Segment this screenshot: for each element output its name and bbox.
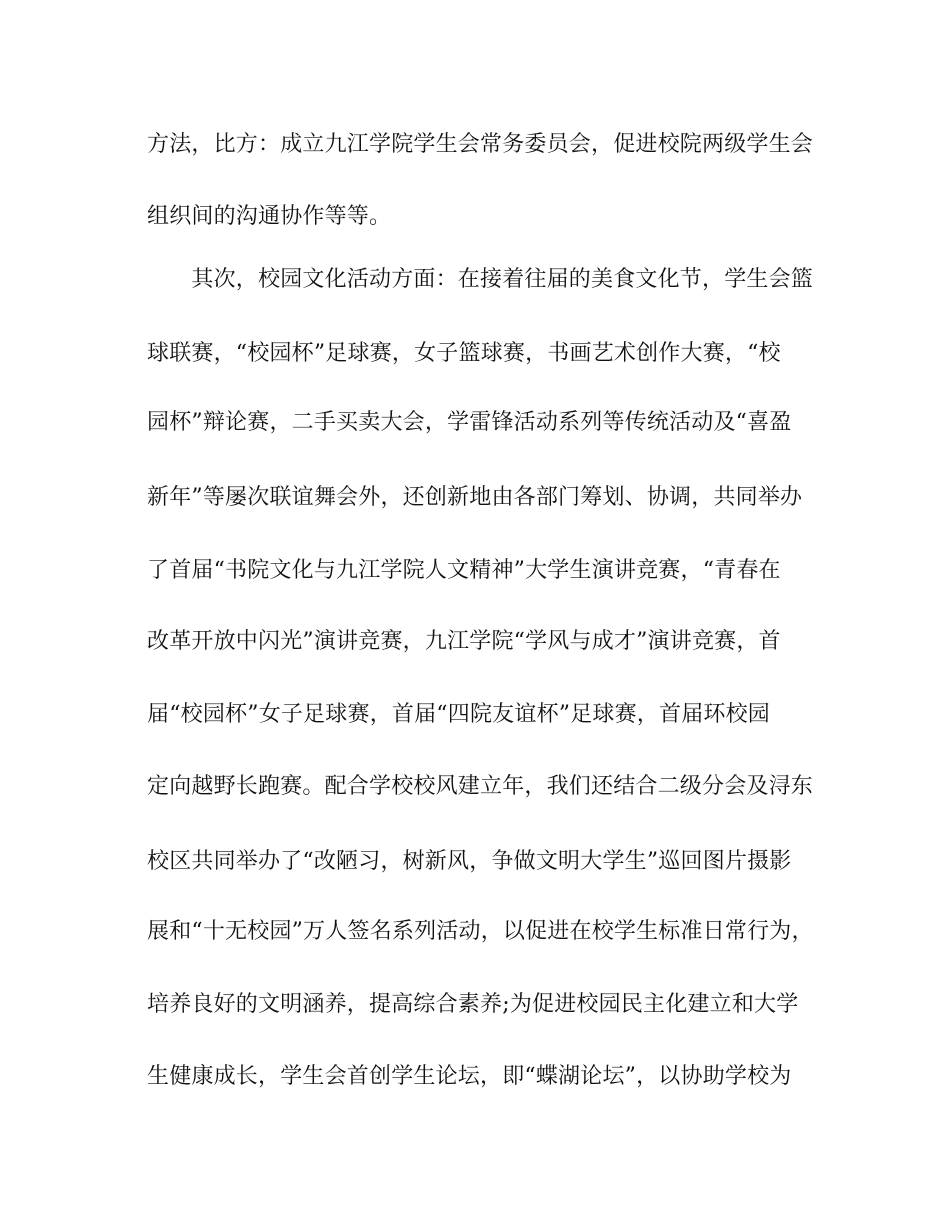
text-line: 组织间的沟通协作等等。 [147,204,392,229]
text-line: 新年”等屡次联谊舞会外，还创新地由各部门筹划、协调，共同举办 [147,485,803,510]
text-line: 校区共同举办了“改陋习，树新风，争做文明大学生”巡回图片摄影 [147,849,792,874]
text-line: 展和“十无校园”万人签名系列活动，以促进在校学生标准日常行为， [147,919,814,944]
text-line: 园杯”辩论赛，二手买卖大会，学雷锋活动系列等传统活动及“喜盈 [147,410,792,435]
text-line: 改革开放中闪光”演讲竞赛，九江学院“学风与成才”演讲竞赛，首 [147,629,781,654]
text-line: 了首届“书院文化与九江学院人文精神”大学生演讲竞赛，“青春在 [147,558,781,583]
text-line: 定向越野长跑赛。配合学校校风建立年，我们还结合二级分会及浔东 [147,774,814,799]
text-line: 方法，比方：成立九江学院学生会常务委员会，促进校院两级学生会 [147,132,814,157]
text-line: 球联赛，“校园杯”足球赛，女子篮球赛，书画艺术创作大赛，“校 [147,341,781,366]
text-line: 届“校园杯”女子足球赛，首届“四院友谊杯”足球赛，首届环校园 [147,702,770,727]
text-line: 生健康成长，学生会首创学生论坛，即“蝶湖论坛”，以协助学校为 [147,1064,792,1089]
text-line: 培养良好的文明涵养，提高综合素养;为促进校园民主化建立和大学 [147,992,799,1017]
text-line: 其次，校园文化活动方面：在接着往届的美食文化节，学生会篮 [147,267,814,292]
